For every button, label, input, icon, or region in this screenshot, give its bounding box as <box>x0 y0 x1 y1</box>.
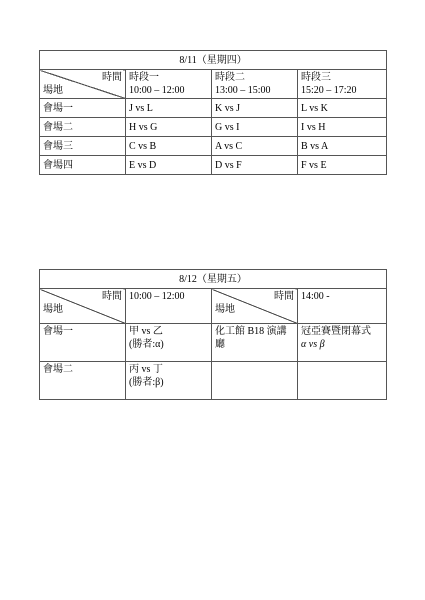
match-cell: E vs D <box>126 156 212 175</box>
table-row <box>40 362 387 400</box>
slot-name: 時段三 <box>301 72 331 83</box>
event-cell <box>298 362 387 400</box>
venue-cell: 會場二 <box>40 118 126 137</box>
header-diagonal-cell <box>40 289 126 324</box>
location-cell <box>212 362 298 400</box>
slot-header <box>298 70 387 99</box>
venue-cell: 會場一 <box>40 324 126 362</box>
location-cell: 化工館 B18 演講廳 <box>212 324 298 362</box>
time-label: 時間 <box>102 72 122 83</box>
match-teams: 甲 vs 乙 <box>129 326 163 337</box>
match-cell <box>126 324 212 362</box>
match-cell: H vs G <box>126 118 212 137</box>
venue-cell: 會場二 <box>40 362 126 400</box>
event-match: α vs β <box>301 339 325 350</box>
slot-header <box>212 70 298 99</box>
header-diagonal-cell <box>212 289 298 324</box>
slot-header: 14:00 - <box>298 289 387 324</box>
match-cell <box>126 362 212 400</box>
venue-label: 場地 <box>43 85 63 96</box>
header-diagonal-cell <box>40 70 126 99</box>
slot-name: 時段一 <box>129 72 159 83</box>
match-cell: C vs B <box>126 137 212 156</box>
match-cell: G vs I <box>212 118 298 137</box>
table-row <box>40 156 387 175</box>
table-row <box>40 118 387 137</box>
schedule-table-day2 <box>39 269 387 400</box>
event-title: 冠亞賽暨閉幕式 <box>301 326 371 337</box>
slot-time: 13:00 – 15:00 <box>215 85 271 96</box>
slot-header <box>126 70 212 99</box>
match-cell: I vs H <box>298 118 387 137</box>
venue-label: 場地 <box>215 304 235 315</box>
time-label: 時間 <box>102 291 122 302</box>
venue-cell: 會場三 <box>40 137 126 156</box>
match-cell: F vs E <box>298 156 387 175</box>
time-label: 時間 <box>274 291 294 302</box>
match-cell: L vs K <box>298 99 387 118</box>
slot-time: 15:20 – 17:20 <box>301 85 357 96</box>
table-row <box>40 324 387 362</box>
slot-name: 時段二 <box>215 72 245 83</box>
table-title: 8/11（星期四） <box>40 51 387 70</box>
match-cell: D vs F <box>212 156 298 175</box>
slot-header: 10:00 – 12:00 <box>126 289 212 324</box>
venue-cell: 會場一 <box>40 99 126 118</box>
table-row <box>40 99 387 118</box>
winner-label: (勝者:α) <box>129 339 164 350</box>
match-cell: J vs L <box>126 99 212 118</box>
venue-label: 場地 <box>43 304 63 315</box>
match-cell: K vs J <box>212 99 298 118</box>
winner-label: (勝者:β) <box>129 377 164 388</box>
venue-cell: 會場四 <box>40 156 126 175</box>
match-cell: A vs C <box>212 137 298 156</box>
event-cell <box>298 324 387 362</box>
table-row <box>40 137 387 156</box>
schedule-table-day1 <box>39 50 387 175</box>
match-teams: 丙 vs 丁 <box>129 364 163 375</box>
match-cell: B vs A <box>298 137 387 156</box>
table-title: 8/12（星期五） <box>40 270 387 289</box>
slot-time: 10:00 – 12:00 <box>129 85 185 96</box>
